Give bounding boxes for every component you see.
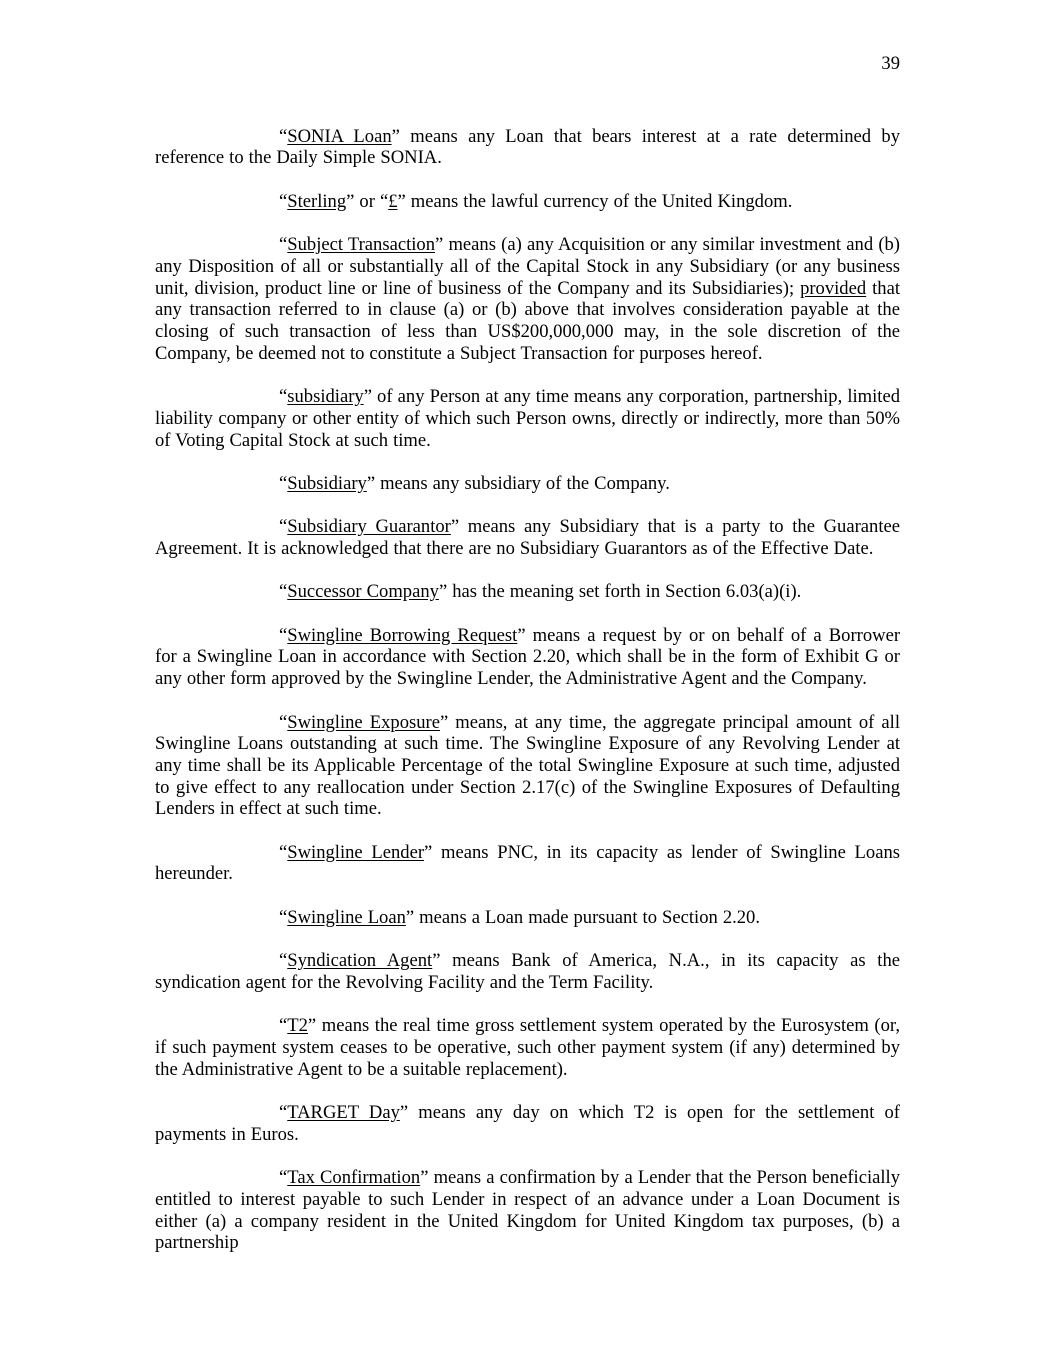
defined-term: Subsidiary Guarantor [287,516,451,538]
definition-paragraph [155,126,900,169]
defined-term: Subject Transaction [287,234,436,256]
text-run: ” means the lawful currency of the United Kingdom. [397,190,793,212]
text-run: ” means a Loan made pursuant to Section 2.20. [405,906,761,928]
text-run: “ [279,472,288,494]
text-run: “ [279,581,288,603]
text-run: that any transaction referred to in clause (a) or (b) above that involves consideration payable at the closing of such transaction of less than US$200,000,000 may, in the sole discretion of the Company, be deemed not to constitute a Subject Transaction for purposes hereof. [155,277,900,364]
text-run: “ [279,711,288,733]
definition-paragraph [155,950,900,993]
text-run: ” means any day on which T2 is open for the settlement of payments in Euros. [155,1102,900,1145]
definition-paragraph [155,473,900,495]
definition-paragraph [155,516,900,559]
definition-paragraph [155,234,900,364]
defined-term: Swingline Exposure [287,711,440,733]
definition-paragraph [155,1167,900,1254]
definition-paragraph [155,842,900,885]
text-run: “ [279,125,288,147]
text-run: ” or “ [346,190,389,212]
text-run: “ [279,624,288,646]
text-run: ” has the meaning set forth in Section 6.03(a)(i). [438,581,802,603]
defined-term: SONIA Loan [287,125,392,147]
definition-paragraph [155,907,900,929]
definition-paragraph [155,1015,900,1080]
defined-term: Successor Company [287,581,439,603]
defined-term: Swingline Lender [287,841,425,863]
text-run: ” means any Loan that bears interest at a rate determined by reference to the Daily Simple SONIA. [155,125,900,169]
defined-term: Swingline Borrowing Request [287,624,518,646]
text-run: ” means the real time gross settlement system operated by the Eurosystem (or, if such payment system ceases to be operative, such other payment system (if any) determined by the Administrative Agent to be a suitable replacement). [155,1015,900,1080]
definition-paragraph [155,1102,900,1145]
text-run: “ [279,190,288,212]
definition-paragraph [155,386,900,451]
text-run: “ [279,234,288,256]
text-run: ” means any subsidiary of the Company. [366,472,670,494]
text-run: ” means (a) any Acquisition or any similar investment and (b) any Disposition of all or substantially all of the Capital Stock in any Subsidiary (or any business unit, division, product line or line of business of the Company and its Subsidiaries); [155,234,900,299]
defined-term: Swingline Loan [287,906,406,928]
text-run: “ [279,1102,288,1124]
definition-paragraph [155,625,900,690]
text-run: “ [279,950,288,972]
text-run: ” means PNC, in its capacity as lender of Swingline Loans hereunder. [155,841,900,885]
text-run: “ [279,1167,288,1189]
text-run: “ [279,906,288,928]
defined-term: Subsidiary [287,472,367,494]
text-run: ” means a confirmation by a Lender that the Person beneficially entitled to interest payable to such Lender in respect of an advance under a Loan Document is either (a) a company resident in the United Kingdom for United Kingdom tax purposes, (b) a partnership [155,1167,900,1254]
text-run: ” means any Subsidiary that is a party to the Guarantee Agreement. It is acknowledged that there are no Subsidiary Guarantors as of the Effective Date. [155,516,901,559]
definition-paragraph [155,191,900,213]
text-run: “ [279,386,288,408]
defined-term: £ [388,190,398,212]
definition-paragraph [155,581,900,603]
text-run: ” of any Person at any time means any corporation, partnership, limited liability company or other entity of which such Person owns, directly or indirectly, more than 50% of Voting Capital Stock at such time. [155,386,900,451]
defined-term: TARGET Day [287,1102,400,1124]
defined-term: Sterling [287,190,347,212]
defined-term: T2 [287,1015,308,1037]
defined-term: provided [800,277,867,299]
defined-term: Syndication Agent [287,950,433,972]
text-run: ” means, at any time, the aggregate principal amount of all Swingline Loans outstanding at such time. The Swingline Exposure of any Revolving Lender at any time shall be its Applicable Percentage of the total Swingline Exposure at such time, adjusted to give effect to any reallocation under Section 2.17(c) of the Swingline Exposures of Defaulting Lenders in effect at such time. [155,711,900,820]
document-body [155,126,900,1254]
definition-paragraph [155,712,900,821]
text-run: “ [279,516,288,538]
text-run: “ [279,1015,288,1037]
defined-term: subsidiary [287,386,364,408]
text-run: ” means a request by or on behalf of a Borrower for a Swingline Loan in accordance with Section 2.20, which shall be in the form of Exhibit G or any other form approved by the Swingline Lender, the Administrative Agent and the Company. [155,624,901,690]
text-run: ” means Bank of America, N.A., in its capacity as the syndication agent for the Revolving Facility and the Term Facility. [155,950,900,993]
text-run: “ [279,841,288,863]
defined-term: Tax Confirmation [287,1167,421,1189]
page-number: 39 [881,53,900,74]
